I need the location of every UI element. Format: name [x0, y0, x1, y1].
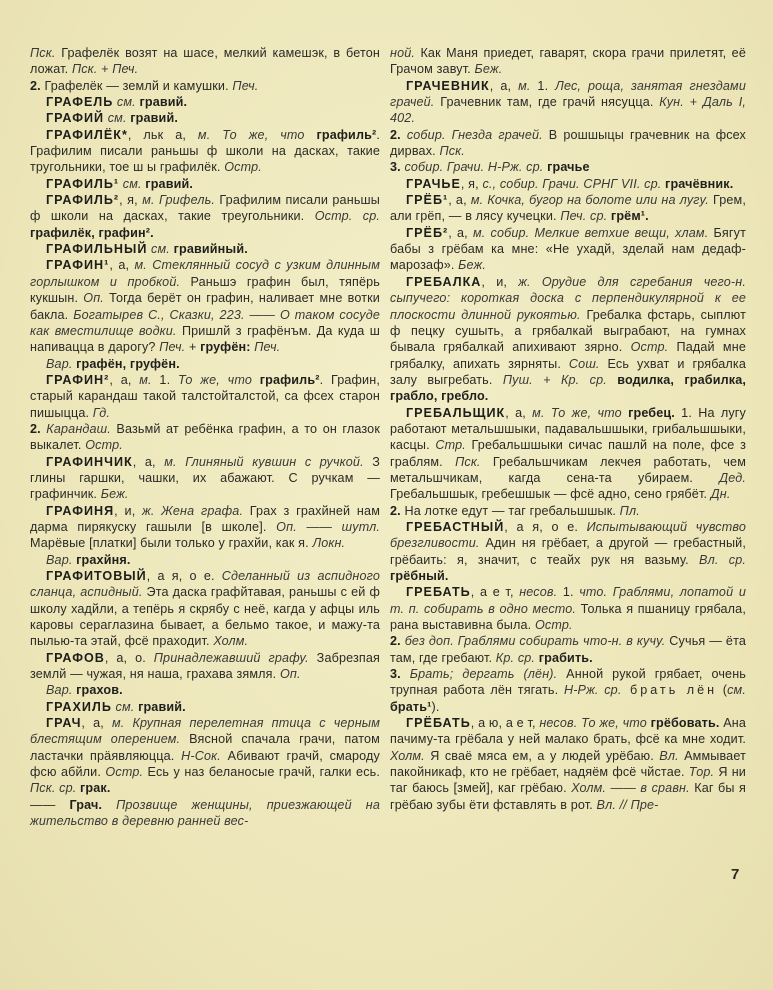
- text-segment: 2.: [390, 634, 405, 649]
- text-segment: . Графилим писали раньшы ф школи на дасках, такие тругольники, тое ш ы графилёк.: [30, 127, 380, 175]
- italic-text: Вл.: [659, 748, 679, 763]
- entry-continuation: [30, 421, 380, 454]
- italic-text: Испытывающий чувство брезгливости.: [390, 519, 746, 551]
- text-segment: Гребальшшыки сичас пашлй на поле, фсе з граблям.: [390, 438, 746, 469]
- text-segment: гравий.: [126, 111, 178, 126]
- italic-text: см.: [115, 699, 135, 714]
- headword: ГРАФИЙ: [46, 111, 105, 126]
- text-segment: Я сваё мяса ем, а у людей урёбаю.: [424, 748, 660, 763]
- headword: ГРЕБАЛКА: [406, 274, 482, 289]
- entry-continuation: [390, 159, 746, 175]
- entry-continuation: [30, 78, 380, 94]
- italic-text: Н-Сок.: [181, 748, 221, 763]
- headword: ГРАФИН²: [46, 372, 110, 387]
- text-segment: 1. На лугу работают метальшшыки, падавальшшыки, грибальшшыки, касцы.: [390, 405, 746, 453]
- text-segment: грак.: [76, 781, 111, 796]
- italic-text: Холм.: [390, 748, 425, 763]
- text-segment: 1.: [530, 78, 556, 93]
- text-segment: Ана пачиму-та грёбала у ней малако брать, фсё ка мне ходит.: [390, 716, 746, 747]
- dictionary-entry: [30, 110, 380, 126]
- italic-text: Прозвище женщины, приезжающей на жительство в деревню ранней вес-: [30, 797, 380, 829]
- text-segment: гравий.: [141, 176, 194, 191]
- italic-text: Вар.: [46, 356, 73, 371]
- italic-text: Локн.: [312, 536, 346, 551]
- headword: ГРЁБАТЬ: [406, 716, 471, 731]
- text-segment: В рошшыцы грачевник на фсех дирвах.: [390, 127, 746, 159]
- italic-text: Стр.: [435, 438, 466, 453]
- text-segment: Грем, али грёп, — в лясу кучецки.: [390, 193, 747, 224]
- entry-continuation: [30, 797, 380, 830]
- entry-continuation: [30, 552, 380, 568]
- italic-text: м. Грифель.: [142, 193, 215, 208]
- text-segment: Грачевник там, где грачй нясуцца.: [434, 95, 660, 110]
- italic-text: Печ.: [159, 340, 186, 355]
- headword: ГРАФИЛЁК*: [46, 127, 128, 142]
- dictionary-entry: [390, 192, 746, 225]
- italic-text: То же, что: [177, 372, 252, 387]
- text-segment: +: [185, 340, 201, 355]
- italic-text: Пуш. + Кр. ср.: [502, 372, 607, 387]
- text-segment: гребец.: [621, 405, 675, 420]
- text-segment: грабить.: [535, 650, 593, 665]
- text-segment: Тогда берёт он графин, наливает мне вотки бакла.: [30, 291, 380, 322]
- italic-text: Оп.: [83, 291, 104, 306]
- italic-text: Сделанный из аспидного сланца, аспидный.: [30, 569, 380, 600]
- italic-text: см.: [727, 683, 746, 698]
- italic-text: Остр.: [105, 765, 144, 780]
- text-segment: гравийный.: [169, 242, 248, 257]
- text-segment: Графелёк возят на шасе, мелкий камешэк, в бетон ложат.: [30, 46, 380, 77]
- dictionary-entry: [30, 503, 380, 552]
- text-segment: гравий.: [134, 699, 186, 714]
- text-segment: , а,: [448, 225, 473, 240]
- text-segment: Абивают грачй, смароду фсю абйли.: [30, 748, 380, 780]
- italic-text: несов. То же, что: [539, 716, 647, 731]
- italic-text: Пл.: [619, 503, 640, 518]
- text-segment: грём¹.: [607, 209, 649, 224]
- italic-text: Оп.: [279, 667, 301, 682]
- text-segment: гравий.: [135, 95, 188, 110]
- italic-text: Пск. + Печ.: [71, 62, 139, 77]
- italic-text: Вар.: [46, 552, 73, 567]
- dictionary-entry: [390, 584, 746, 633]
- text-segment: 2.: [30, 421, 47, 436]
- headword: ГРАЧЬЕ: [406, 176, 461, 191]
- headword: ГРАФИЛЬ²: [46, 193, 120, 208]
- right-column: [390, 45, 746, 813]
- italic-text: м. То же, что: [197, 127, 305, 142]
- text-segment: 3.: [390, 667, 410, 682]
- headword: ГРЕБАТЬ: [406, 585, 471, 600]
- italic-text: Холм.: [213, 634, 249, 649]
- dictionary-entry: [30, 650, 380, 683]
- italic-text: м.: [518, 78, 531, 93]
- italic-text: собир. Грачи. Н-Рж. ср.: [404, 160, 544, 175]
- text-segment: Грах з грахйней нам дарма пирякуску гашыли [в школе].: [30, 503, 380, 534]
- text-segment: (: [717, 683, 728, 698]
- headword: ГРАФЕЛЬ: [46, 95, 114, 110]
- text-segment: графиль²: [251, 372, 320, 387]
- italic-text: см.: [151, 242, 170, 257]
- headword: ГРАФИЛЬНЫЙ: [46, 242, 148, 257]
- text-segment: Грач.: [69, 797, 117, 812]
- italic-text: несов.: [519, 585, 558, 600]
- dictionary-entry: [30, 715, 380, 797]
- headword: ГРЁБ¹: [406, 193, 449, 208]
- italic-text: Кр. ср.: [495, 650, 536, 665]
- dictionary-entry: [390, 715, 746, 813]
- text-segment: 3.: [390, 160, 405, 175]
- italic-text: Вар.: [46, 683, 73, 698]
- text-segment: Падай мне грябалку, апихать зярняты.: [390, 340, 746, 371]
- text-segment: Эта даска графйтавая, раньшы с ей ф школу хадйли, а тепёрь я скрябу с неё, кагда у афцы иль каровы сераглазина бывает, а бельмо такое, и мажу-та пылью-та этай, фсё праходит.: [30, 585, 380, 649]
- text-segment: , а, о.: [104, 650, 154, 665]
- text-segment: Графилим писали раньшы ф школи на дасках, такие треугольники.: [30, 193, 380, 224]
- text-segment: , а е т,: [470, 585, 520, 600]
- italic-text: ной.: [390, 46, 416, 60]
- italic-text: Вл. ср.: [699, 552, 746, 567]
- italic-text: см.: [116, 95, 136, 110]
- entry-continuation: [390, 503, 746, 519]
- dictionary-entry: [30, 192, 380, 241]
- headword: ГРАФИН¹: [46, 258, 110, 273]
- text-segment: Раньшэ графин был, тяпёрь кукшын.: [30, 274, 381, 306]
- text-segment: Марёвые [платки] были только у грахйи, как я.: [30, 536, 313, 551]
- italic-text: Сош.: [568, 356, 600, 371]
- entry-continuation: [390, 666, 746, 715]
- italic-text: Вл. // Пре-: [596, 797, 659, 812]
- text-segment: графён, груфён.: [72, 356, 180, 371]
- dictionary-entry: [30, 127, 380, 176]
- italic-text: Богатырев С., Сказки, 223. —— О таком сосуде как вместилище водки.: [30, 307, 380, 338]
- text-segment: брать¹: [390, 699, 432, 714]
- dictionary-entry: [30, 699, 380, 715]
- headword: ГРАЧ: [46, 716, 82, 731]
- dictionary-entry: [30, 176, 380, 192]
- italic-text: Оп. —— шутл.: [276, 519, 380, 534]
- text-segment: грачье: [543, 160, 590, 175]
- italic-text: см.: [107, 111, 127, 126]
- page-number: 7: [731, 866, 740, 883]
- italic-text: Остр.: [534, 618, 573, 633]
- italic-text: без доп. Граблями собирать что-н. в кучу.: [404, 634, 666, 649]
- text-segment: , я,: [119, 193, 143, 208]
- entry-continuation: [390, 45, 746, 78]
- text-segment: 1.: [151, 372, 178, 387]
- text-segment: Гребальшчикам лекчея работать, чем метальшчикам, кагда сена-та убираем.: [390, 454, 746, 485]
- dictionary-entry: [30, 257, 380, 355]
- headword: ГРАФОВ: [46, 650, 105, 665]
- entry-continuation: [30, 356, 380, 372]
- italic-text: Кун. + Даль I, 402.: [390, 95, 746, 126]
- text-segment: водилка, грабилка, грабло, гребло.: [390, 372, 746, 404]
- text-segment: грахйня.: [72, 552, 131, 567]
- text-segment: , и,: [481, 274, 519, 289]
- italic-text: Беж.: [458, 258, 486, 273]
- italic-text: Дн.: [710, 487, 731, 502]
- text-segment: Я ни таг баюсь [змей], каг грёбаю.: [390, 765, 746, 796]
- text-segment: Пришлй з графёнъм. Да куда ш напиваццa в дарогу?: [30, 323, 380, 355]
- italic-text: Принадлежавший графу.: [153, 650, 309, 665]
- italic-text: Холм. —— в сравн.: [571, 781, 690, 796]
- text-segment: Адин ня грёбает, а другой — гребастный, грёбаить: я, значит, с теайх рук ня вазьму.: [390, 536, 746, 567]
- italic-text: Беж.: [100, 487, 129, 502]
- italic-text: м.: [139, 372, 152, 387]
- entry-continuation: [30, 682, 380, 698]
- headword: ГРЕБАСТНЫЙ: [406, 519, 505, 534]
- italic-text: Пск.: [455, 454, 481, 469]
- text-segment: ).: [431, 699, 440, 714]
- dictionary-entry: [390, 405, 746, 503]
- text-segment: , а,: [448, 193, 471, 208]
- italic-text: м. То же, что: [532, 405, 622, 420]
- italic-text: ж. Орудие для сгребания чего-н. сыпучего: короткая доска с перпендикулярной к ее плоскости длинной рукоятью.: [390, 274, 746, 322]
- entry-continuation: [390, 127, 746, 160]
- text-segment: ——: [30, 797, 70, 812]
- italic-text: с., собир. Грачи. СРНГ VII. ср.: [482, 176, 662, 191]
- dictionary-entry: [390, 225, 746, 274]
- text-segment: 1.: [557, 585, 580, 600]
- headword: ГРАХИЛЬ: [46, 699, 112, 714]
- text-segment: , а ю, а е т,: [470, 716, 540, 731]
- left-column: [30, 45, 380, 830]
- headword: ГРАФИТОВЫЙ: [46, 569, 147, 583]
- text-segment: Вясной спачала грачи, патом ластачки прäявляюцца.: [30, 732, 380, 763]
- text-segment: грачёвник.: [661, 176, 734, 191]
- dictionary-entry: [390, 519, 746, 584]
- headword: ГРЁБ²: [406, 225, 449, 240]
- headword: ГРАЧЕВНИК: [406, 78, 490, 93]
- text-segment: , а,: [81, 716, 112, 731]
- entry-continuation: [390, 633, 746, 666]
- text-segment: Анной рукой грябает, очень трупная работа лён тягать.: [390, 667, 747, 698]
- italic-text: Остр.: [85, 438, 123, 453]
- text-segment: графиль²: [304, 127, 377, 142]
- dictionary-entry: [390, 78, 746, 127]
- text-segment: 2.: [390, 503, 405, 518]
- headword: ГРАФИНЯ: [46, 503, 115, 518]
- dictionary-entry: [30, 568, 380, 650]
- text-segment: груфён:: [200, 340, 255, 355]
- text-segment: грахов.: [72, 683, 123, 698]
- dictionary-entry: [30, 241, 380, 257]
- text-segment: Забрезпая землй — чужая, ня наша, грахава зямля.: [30, 650, 381, 682]
- text-segment: , а,: [489, 78, 519, 93]
- italic-text: м. Крупная перелетная птица с черным блестящим оперением.: [30, 716, 380, 747]
- text-segment: 2.: [390, 127, 407, 142]
- italic-text: Лес, роща, занятая гнездами грачей.: [390, 78, 746, 110]
- italic-text: м. собир. Мелкие ветхие вещи, хлам.: [472, 225, 709, 240]
- italic-text: м. Глиняный кувшин с ручкой.: [164, 454, 364, 469]
- italic-text: ж. Жена графа.: [142, 503, 244, 518]
- dictionary-entry: [30, 94, 380, 110]
- italic-text: что. Граблями, лопатой и т. п. собирать в одно место.: [390, 585, 746, 616]
- headword: ГРАФИНЧИК: [46, 454, 133, 469]
- dictionary-entry: [390, 274, 746, 405]
- text-segment: , а я, о е.: [146, 569, 222, 583]
- text-segment: Гребалка фстарь, сыплют ф пецку сушыть, а грябалкай выграбают, на гумнах бывала грябалкай апихивают зярно.: [390, 307, 746, 355]
- text-segment: , а,: [109, 258, 135, 273]
- text-segment: Гребальшшык, гребешшык — фсё адно, сено грябёт.: [390, 487, 711, 502]
- italic-text: Печ. ср.: [560, 209, 608, 224]
- text-segment: , а,: [132, 454, 165, 469]
- text-segment: Каг бы я грёбаю зубы ёти фставлять в рот.: [390, 781, 747, 812]
- italic-text: Печ.: [254, 340, 281, 355]
- italic-text: Тор.: [688, 765, 715, 780]
- italic-text: Остр.: [224, 160, 262, 175]
- italic-text: Пск.: [439, 144, 465, 159]
- text-segment: Вазьмй ат ребёнка графин, а то он глазок выкалет.: [30, 421, 380, 453]
- text-segment: Графелёк — землй и камушки.: [44, 78, 233, 93]
- italic-text: Пск.: [30, 46, 56, 60]
- text-segment: , я,: [460, 176, 483, 191]
- italic-text: м. Кочка, бугор на болоте или на лугу.: [470, 193, 709, 208]
- text-segment: Как Маня приедет, гаварят, скора грачи прилетят, её Грачом завут.: [390, 46, 746, 77]
- italic-text: Дед.: [719, 470, 746, 485]
- text-segment: Есь ухват и грябалка залу выгребать.: [390, 356, 747, 387]
- text-segment: . Графин, старый карандаш такой талстойталстой, са фсех старон пишыцца.: [30, 372, 380, 420]
- italic-text: Карандаш.: [46, 421, 111, 436]
- dictionary-entry: [30, 454, 380, 503]
- italic-text: см.: [122, 176, 142, 191]
- text-segment: , а,: [109, 372, 140, 387]
- text-segment: , льк а,: [127, 127, 198, 142]
- text-segment: Толька я пшаницу грябала, рана выставивна была.: [390, 601, 746, 633]
- headword: ГРЕБАЛЬЩИК: [406, 405, 506, 420]
- text-segment: , а,: [505, 405, 533, 420]
- text-segment: , и,: [114, 503, 143, 518]
- italic-text: Печ.: [232, 78, 259, 93]
- text-segment: З глины гаршки, чашки, их абажают. С ручкам — графинчик.: [30, 454, 381, 502]
- dictionary-entry: [30, 372, 380, 421]
- italic-text: Гд.: [92, 405, 110, 420]
- italic-text: м. Стеклянный сосуд с узким длинным горлышком и пробкой.: [30, 258, 381, 289]
- text-segment: На лотке едут — таг гребальшшык.: [404, 503, 620, 518]
- text-segment: 2.: [30, 78, 45, 93]
- entry-continuation: [30, 45, 380, 78]
- dictionary-entry: [390, 176, 746, 192]
- italic-text: Остр. ср.: [314, 209, 380, 224]
- italic-text: Пск. ср.: [30, 781, 77, 796]
- italic-text: Н-Рж. ср.: [563, 683, 622, 698]
- headword: ГРАФИЛЬ¹: [46, 176, 120, 191]
- text-segment: грёбовать.: [646, 716, 720, 731]
- italic-text: Беж.: [474, 62, 503, 77]
- text-segment: Бягут бабы з грёбам ка мне: «Не ухадй, зделай нам дедаф-марозаф».: [390, 225, 746, 273]
- text-segment: , а я, о е.: [504, 519, 587, 534]
- italic-text: собир. Гнезда грачей.: [406, 127, 543, 142]
- text-segment: брать лён: [621, 683, 718, 698]
- text-segment: Сучья — ёта там, где гребают.: [390, 634, 747, 665]
- text-segment: грёбный.: [390, 569, 449, 583]
- italic-text: Брать; дергать (лён).: [409, 667, 558, 682]
- text-segment: графилёк, графин².: [30, 225, 154, 240]
- italic-text: Остр.: [630, 340, 669, 355]
- text-segment: Аммывает пакойникаф, кто не грёбает, надяём фсё чйстае.: [390, 748, 746, 780]
- text-segment: Есь у наз беланосые грачй, галки есь.: [143, 765, 380, 780]
